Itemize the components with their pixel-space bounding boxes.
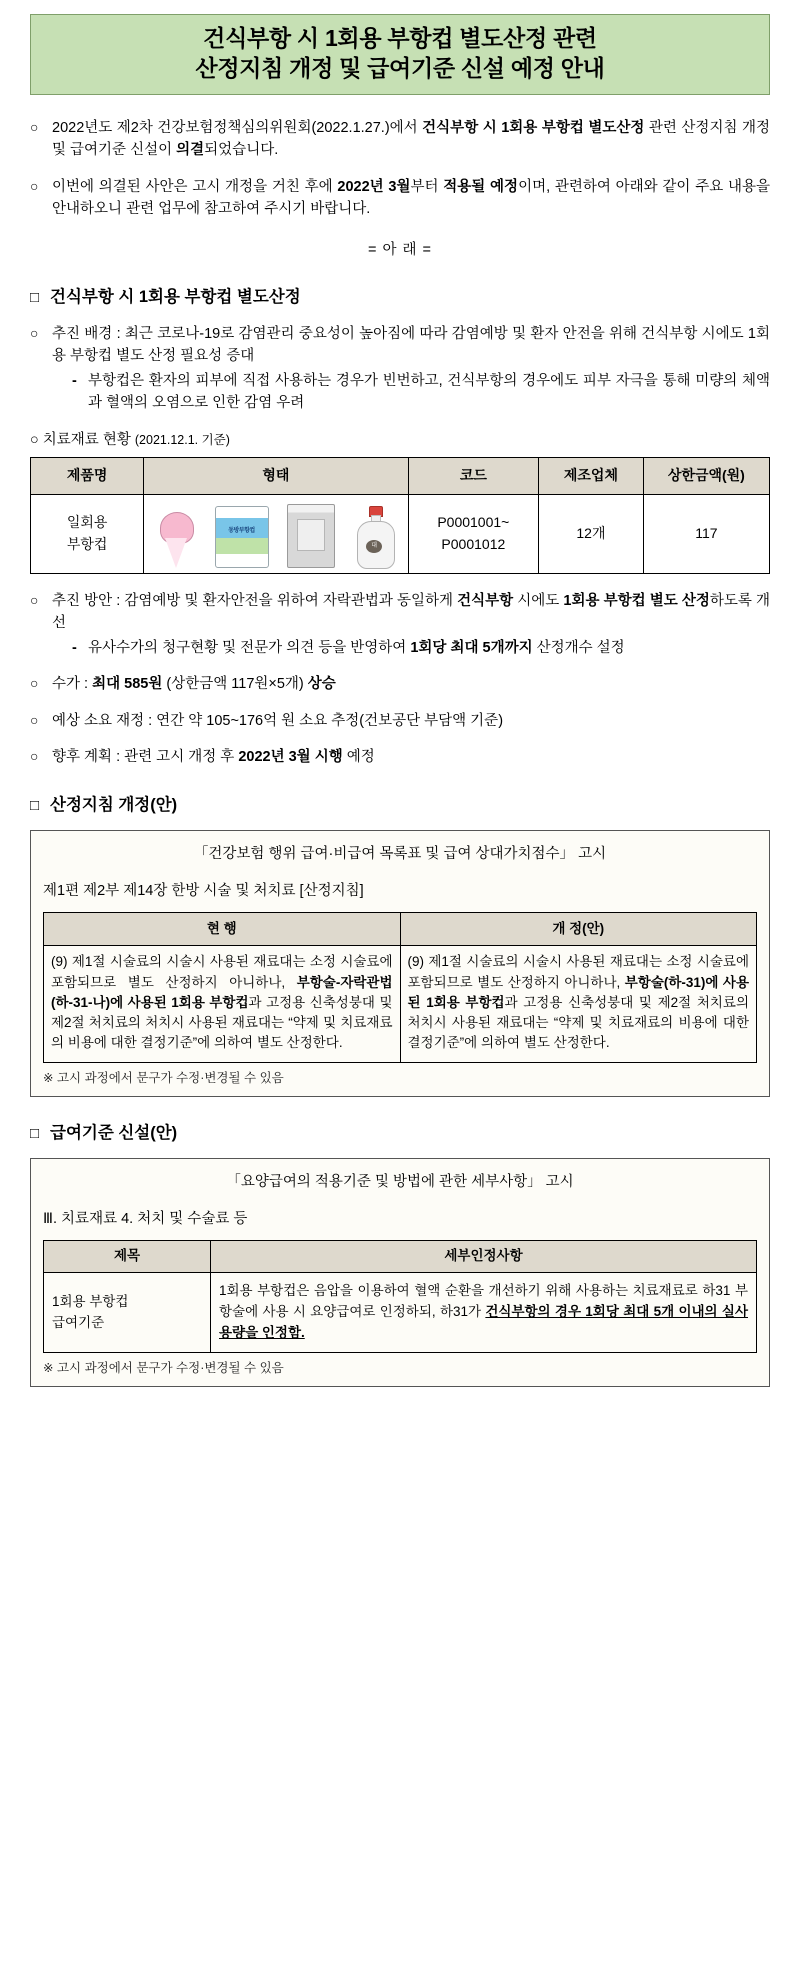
below-divider-note: = 아 래 =	[367, 241, 433, 258]
cell-criteria-title	[44, 1273, 211, 1353]
bullet-marker: ○	[30, 324, 39, 341]
section-1-budget	[30, 710, 770, 732]
bullet-marker: ○	[30, 591, 39, 608]
package-label: 동방부항컵	[228, 527, 255, 534]
product-image-group	[148, 500, 403, 568]
section-2-box	[30, 830, 770, 1097]
code-line-2: P0001012	[441, 535, 506, 552]
criteria-detail-part-1: 1회용 부항컵은 음압을 이용하여 혈액 순환을 개선하기 위해 사용하는 치료재료로 하31 부항술에 사용 시 요양급여로 인정하되, 하31가	[219, 1283, 748, 1320]
fee-part-a: 수가 :	[52, 676, 93, 693]
cupping-cup-foil-pack-image	[287, 504, 335, 568]
section-1-background-sub-text: 부항컵은 환자의 피부에 직접 사용하는 경우가 빈번하고, 건식부항의 경우에도 피부 자극을 통해 미량의 체액과 혈액의 오염으로 인한 감염 우려	[88, 372, 770, 412]
future-part-a: 향후 계획 : 관련 고시 개정 후	[52, 749, 239, 766]
section-2-title: 산정지침 개정(안)	[50, 795, 178, 814]
document-title-banner	[30, 14, 770, 95]
header-product-name: 제품명	[31, 457, 144, 494]
dash-marker: -	[72, 372, 77, 389]
intro-1-part-a: 2022년도 제2차 건강보험정책심의위원회(2022.1.27.)에서	[52, 119, 423, 136]
intro-bullet-1-text	[52, 117, 770, 162]
intro-1-emphasis-1: 건식부항 시 1회용 부항컵 별도산정	[422, 119, 645, 136]
plan-part-c: 시에도	[513, 592, 564, 609]
header-max-price: 상한금액(원)	[643, 457, 769, 494]
section-2-heading	[30, 793, 770, 819]
dash-marker: -	[72, 639, 77, 656]
section-1-plan-sub	[72, 637, 770, 659]
section-1-future	[30, 746, 770, 768]
intro-bullet-1	[30, 117, 770, 162]
current-emphasis: 부항술-자락관법(하-31-나)에 사용된 1회용 부항컵	[51, 974, 393, 1010]
intro-1-emphasis-2: 의결	[176, 142, 205, 159]
section-2-sub-title: 제1편 제2부 제14장 한방 시술 및 처치료 [산정지침]	[43, 882, 364, 899]
plan-sub-part-c: 산정개수 설정	[532, 639, 625, 656]
material-status-label: ○ 치료재료 현황	[30, 431, 131, 448]
bullet-marker: ○	[30, 118, 39, 135]
section-3-title: 급여기준 신설(안)	[50, 1123, 178, 1142]
cell-max-price: 117	[643, 494, 769, 573]
bullet-marker: ○	[30, 711, 39, 728]
header-shape: 형태	[144, 457, 408, 494]
section-1-plan-sub-text	[88, 637, 770, 659]
cupping-cup-silicone-image	[156, 512, 196, 568]
code-line-1: P0001001~	[437, 514, 510, 531]
intro-2-emphasis-2: 적용될 예정	[443, 178, 519, 195]
cupping-cup-package-image	[215, 506, 269, 568]
section-1-plan	[30, 590, 770, 659]
plan-emphasis-2: 1회용 부항컵 별도 산정	[563, 592, 710, 609]
section-1-title: 건식부항 시 1회용 부항컵 별도산정	[50, 288, 301, 307]
section-2-footnote: ※ 고시 과정에서 문구가 수정·변경될 수 있음	[43, 1070, 284, 1085]
revised-emphasis: 부항술(하-31)에 사용된 1회용 부항컵	[407, 974, 749, 1010]
header-code: 코드	[408, 457, 539, 494]
cell-manufacturer: 12개	[539, 494, 644, 573]
criteria-title-line-1: 1회용 부항컵	[52, 1293, 129, 1309]
table-header-row	[44, 1241, 757, 1273]
intro-2-part-c: 부터	[410, 178, 444, 195]
table-row	[44, 1273, 757, 1353]
bullet-marker: ○	[30, 748, 39, 765]
section-3-box	[30, 1158, 770, 1387]
section-1-future-text	[52, 746, 770, 768]
current-part-1: (9) 제1절 시술료의 시술시 사용된 재료대는 소정 시술료에 포함되므로 별도 산정하지 아니하나,	[51, 954, 393, 990]
square-bullet-icon: □	[30, 1125, 40, 1143]
plan-sub-emphasis: 1회당 최대 5개까지	[410, 639, 533, 656]
header-revised: 개 정(안)	[400, 913, 757, 946]
future-part-c: 예정	[342, 749, 375, 766]
square-bullet-icon: □	[30, 796, 40, 814]
plan-sub-part-a: 유사수가의 청구현황 및 전문가 의견 등을 반영하여	[88, 639, 411, 656]
revision-comparison-table	[43, 912, 757, 1062]
material-table	[30, 457, 770, 574]
header-current: 현 행	[44, 913, 401, 946]
criteria-title-line-2: 급여기준	[52, 1314, 105, 1330]
new-criteria-table	[43, 1240, 757, 1353]
section-1-background	[30, 323, 770, 415]
bottle-label: 대	[366, 540, 382, 553]
current-part-2: 과 고정용 신축성붕대 및 제2절 처치료의 처치시 사용된 재료대는 “약제 및 치료재료의 비용에 대한 결정기준”에 의하여 별도 산정한다.	[51, 994, 393, 1051]
plan-emphasis-1: 건식부항	[457, 592, 514, 609]
title-line-1: 건식부항 시 1회용 부항컵 별도산정 관련	[203, 25, 597, 51]
cupping-cup-bottle-image	[354, 506, 396, 568]
intro-bullet-2	[30, 176, 770, 221]
fee-emphasis-2: 상승	[307, 676, 336, 693]
intro-2-part-e: 이며, 관련하여 아래와 같이 주요 내용을 안내하오니 관련 업무에 참고하여 주시기 바랍니다.	[52, 178, 770, 218]
material-status-date: (2021.12.1. 기준)	[134, 432, 230, 447]
header-criteria-title: 제목	[44, 1241, 211, 1273]
cell-product-name	[31, 494, 144, 573]
cell-revised-text	[400, 946, 757, 1062]
bullet-marker: ○	[30, 177, 39, 194]
plan-part-a: 추진 방안 : 감염예방 및 환자안전을 위하여 자락관법과 동일하게	[52, 592, 458, 609]
revised-part-2: 과 고정용 신축성붕대 및 제2절 처치료의 처치시 사용된 재료대는 “약제 및 치료재료의 비용에 대한 결정기준”에 의하여 별도 산정한다.	[407, 994, 749, 1051]
product-name-line-2: 부항컵	[66, 535, 108, 552]
section-1-background-text: 추진 배경 : 최근 코로나-19로 감염관리 중요성이 높아짐에 따라 감염예방 및 환자 안전을 위해 건식부항 시에도 1회용 부항컵 별도 산정 필요성 증대	[52, 325, 770, 365]
table-header-row	[44, 913, 757, 946]
section-3-footnote: ※ 고시 과정에서 문구가 수정·변경될 수 있음	[43, 1361, 284, 1376]
intro-2-part-a: 이번에 의결된 사안은 고시 개정을 거친 후에	[52, 178, 338, 195]
section-1-background-sub	[72, 370, 770, 415]
product-name-line-1: 일회용	[66, 514, 108, 531]
section-1-heading	[30, 285, 770, 311]
bullet-marker: ○	[30, 675, 39, 692]
intro-1-part-e: 되었습니다.	[204, 142, 279, 159]
table-header-row	[31, 457, 770, 494]
section-3-notice-title: 「요양급여의 적용기준 및 방법에 관한 세부사항」 고시	[226, 1174, 574, 1191]
header-criteria-detail: 세부인정사항	[211, 1241, 757, 1273]
future-emphasis: 2022년 3월 시행	[238, 749, 343, 766]
cell-code	[408, 494, 539, 573]
criteria-detail-emphasis: 건식부항의 경우 1회당 최대 5개 이내의 실사용량을 인정함.	[219, 1304, 748, 1341]
cell-shape-images	[144, 494, 408, 573]
section-3-heading	[30, 1121, 770, 1147]
intro-1-part-c: 관련 산정지침 개정 및 급여기준 신설이	[52, 119, 770, 159]
plan-part-e: 하도록 개선	[52, 592, 771, 632]
title-line-2: 산정지침 개정 및 급여기준 신설 예정 안내	[195, 55, 605, 82]
table-row	[31, 494, 770, 573]
cell-current-text	[44, 946, 401, 1062]
cell-criteria-detail	[211, 1273, 757, 1353]
header-manufacturer: 제조업체	[539, 457, 644, 494]
fee-part-c: (상한금액 117원×5개)	[162, 676, 308, 693]
section-3-sub-title: Ⅲ. 치료재료 4. 처치 및 수술료 등	[43, 1210, 248, 1227]
material-status-label-row	[30, 429, 770, 451]
section-1-fee	[30, 673, 770, 695]
section-1-plan-text	[52, 590, 770, 635]
intro-bullet-2-text	[52, 176, 770, 221]
section-1-budget-text: 예상 소요 재정 : 연간 약 105~176억 원 소요 추정(건보공단 부담액 기준)	[52, 712, 504, 729]
square-bullet-icon: □	[30, 289, 40, 307]
fee-emphasis-1: 최대 585원	[92, 676, 163, 693]
section-2-notice-title: 「건강보험 행위 급여·비급여 목록표 및 급여 상대가치점수」 고시	[193, 846, 607, 863]
table-row	[44, 946, 757, 1062]
intro-2-emphasis-1: 2022년 3월	[337, 178, 411, 195]
revised-part-1: (9) 제1절 시술료의 시술시 사용된 재료대는 소정 시술료에 포함되므로 별도 산정하지 아니하나,	[407, 954, 749, 990]
section-1-fee-text	[52, 673, 770, 695]
